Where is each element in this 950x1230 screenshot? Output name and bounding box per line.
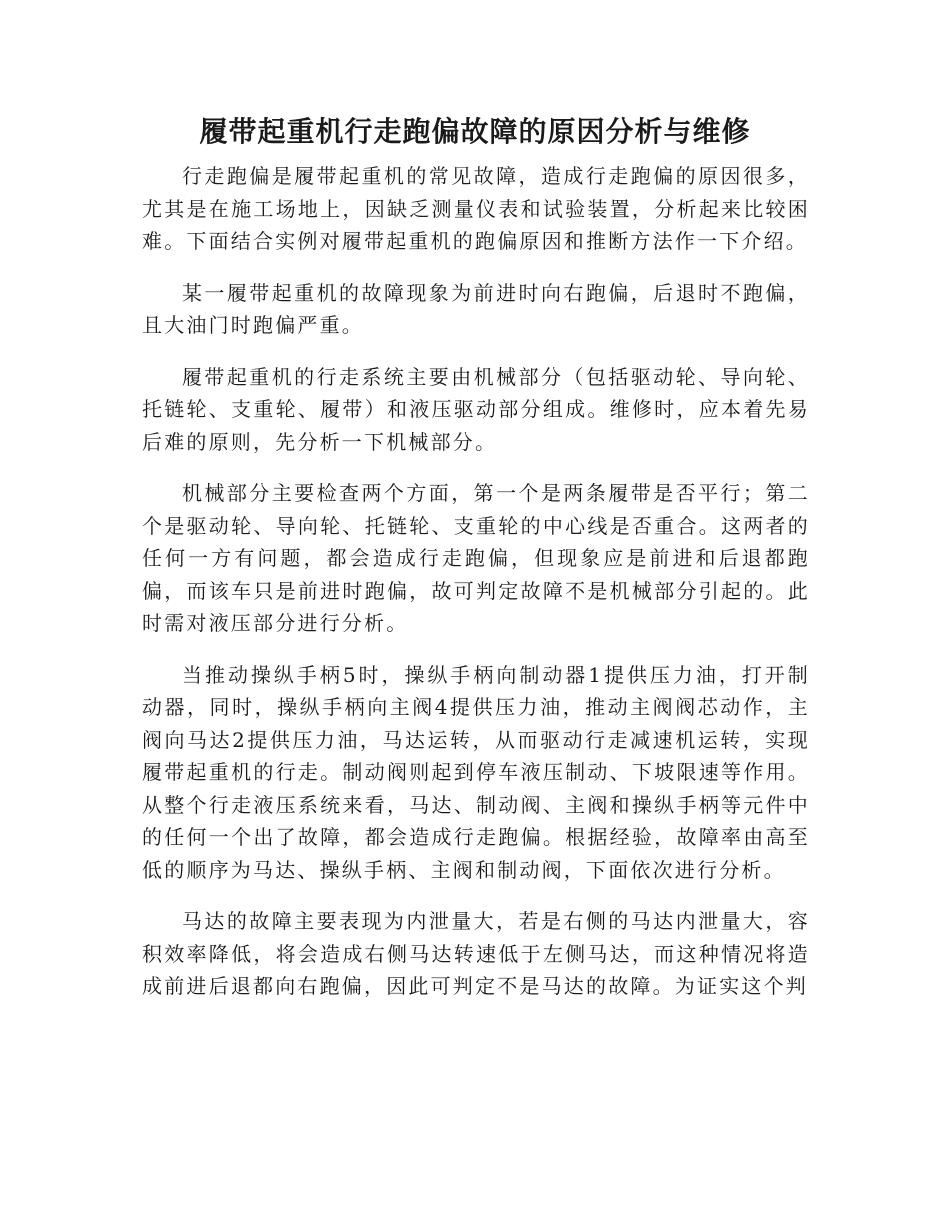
paragraph-5: 当推动操纵手柄5时，操纵手柄向制动器1提供压力油，打开制动器，同时，操纵手柄向主阀4提供压力油，推动主阀阀芯动作，主阀向马达2提供压力油，马达运转，从而驱动行走减速机运转，实现履带起重机的行走。制动阀则起到停车液压制动、下坡限速等作用。从整个行走液压系统来看，马达、制动阀、主阀和操纵手柄等元件中的任何一个出了故障，都会造成行走跑偏。根据经验，故障率由高至低的顺序为马达、操纵手柄、主阀和制动阀，下面依次进行分析。 xyxy=(142,662,810,882)
document-title: 履带起重机行走跑偏故障的原因分析与维修 xyxy=(199,115,751,148)
paragraph-1: 行走跑偏是履带起重机的常见故障，造成行走跑偏的原因很多，尤其是在施工场地上，因缺乏测量仪表和试验装置，分析起来比较困难。下面结合实例对履带起重机的跑偏原因和推断方法作一下介绍。 xyxy=(142,164,810,253)
paragraph-6: 马达的故障主要表现为内泄量大，若是右侧的马达内泄量大，容积效率降低，将会造成右侧马达转速低于左侧马达，而这种情况将造成前进后退都向右跑偏，因此可判定不是马达的故障。为证实这个判 xyxy=(142,909,810,998)
document-body xyxy=(142,160,810,1022)
paragraph-4: 机械部分主要检查两个方面，第一个是两条履带是否平行；第二个是驱动轮、导向轮、托链轮、支重轮的中心线是否重合。这两者的任何一方有问题，都会造成行走跑偏，但现象应是前进和后退都跑偏，而该车只是前进时跑偏，故可判定故障不是机械部分引起的。此时需对液压部分进行分析。 xyxy=(142,481,810,635)
paragraph-3: 履带起重机的行走系统主要由机械部分（包括驱动轮、导向轮、托链轮、支重轮、履带）和液压驱动部分组成。维修时，应本着先易后难的原则，先分析一下机械部分。 xyxy=(142,364,810,454)
paragraph-2: 某一履带起重机的故障现象为前进时向右跑偏，后退时不跑偏，且大油门时跑偏严重。 xyxy=(142,280,810,337)
